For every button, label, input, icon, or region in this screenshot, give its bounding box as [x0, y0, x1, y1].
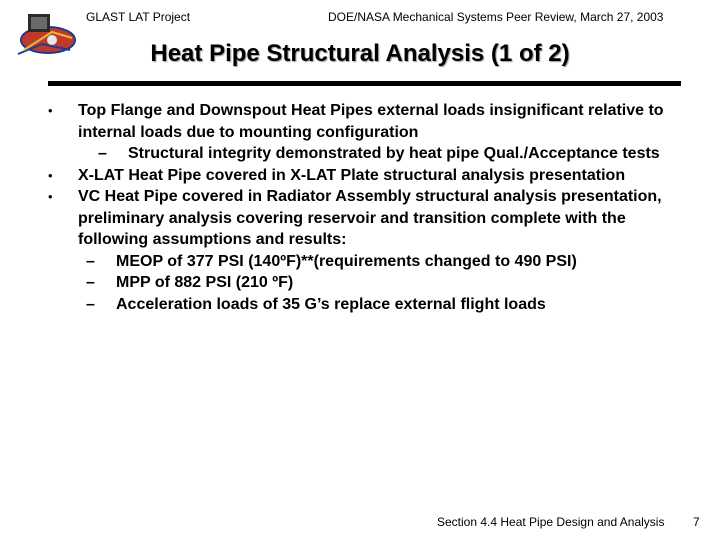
- bullet-text: X-LAT Heat Pipe covered in X-LAT Plate structural analysis presentation: [78, 166, 626, 184]
- bullet-marker: •: [48, 103, 53, 118]
- sub-bullet-item: [86, 294, 678, 316]
- project-name: GLAST LAT Project: [86, 10, 191, 24]
- sub-bullet-item: [86, 272, 678, 294]
- bullet-marker: •: [48, 167, 53, 183]
- sub-bullet-text: Structural integrity demonstrated by heat pipe Qual./Acceptance tests: [128, 145, 660, 162]
- sub-bullet-dash: –: [86, 274, 95, 291]
- sub-bullet-item: [98, 143, 678, 165]
- bullet-item: [48, 165, 678, 187]
- bullet-item: [48, 100, 678, 165]
- bullet-list: [48, 100, 678, 315]
- sub-bullet-text: MPP of 882 PSI (210 ºF): [116, 274, 294, 291]
- bullet-item: [48, 186, 678, 315]
- bullet-text: VC Heat Pipe covered in Radiator Assembly structural analysis presentation, preliminary analysis covering reservoir and transition complete with the following assumptions and results:: [78, 188, 662, 248]
- slide-title: Heat Pipe Structural Analysis (1 of 2): [150, 40, 570, 67]
- footer-section-label: Section 4.4 Heat Pipe Design and Analysis: [437, 515, 665, 529]
- sub-bullet-text: MEOP of 377 PSI (140ºF)**(requirements changed to 490 PSI): [116, 252, 577, 270]
- sub-bullet-text: Acceleration loads of 35 G’s replace external flight loads: [116, 295, 546, 313]
- sub-bullet-dash: –: [98, 145, 107, 162]
- review-title: DOE/NASA Mechanical Systems Peer Review, March 27, 2003: [328, 10, 664, 24]
- sub-bullet-item: [86, 251, 678, 273]
- sub-bullet-dash: –: [86, 252, 95, 270]
- title-divider: [48, 81, 681, 86]
- page-number: 7: [693, 515, 700, 529]
- bullet-text: Top Flange and Downspout Heat Pipes external loads insignificant relative to internal loads due to mounting configuration: [78, 102, 664, 141]
- bullet-marker: •: [48, 189, 53, 204]
- sub-bullet-dash: –: [86, 295, 95, 313]
